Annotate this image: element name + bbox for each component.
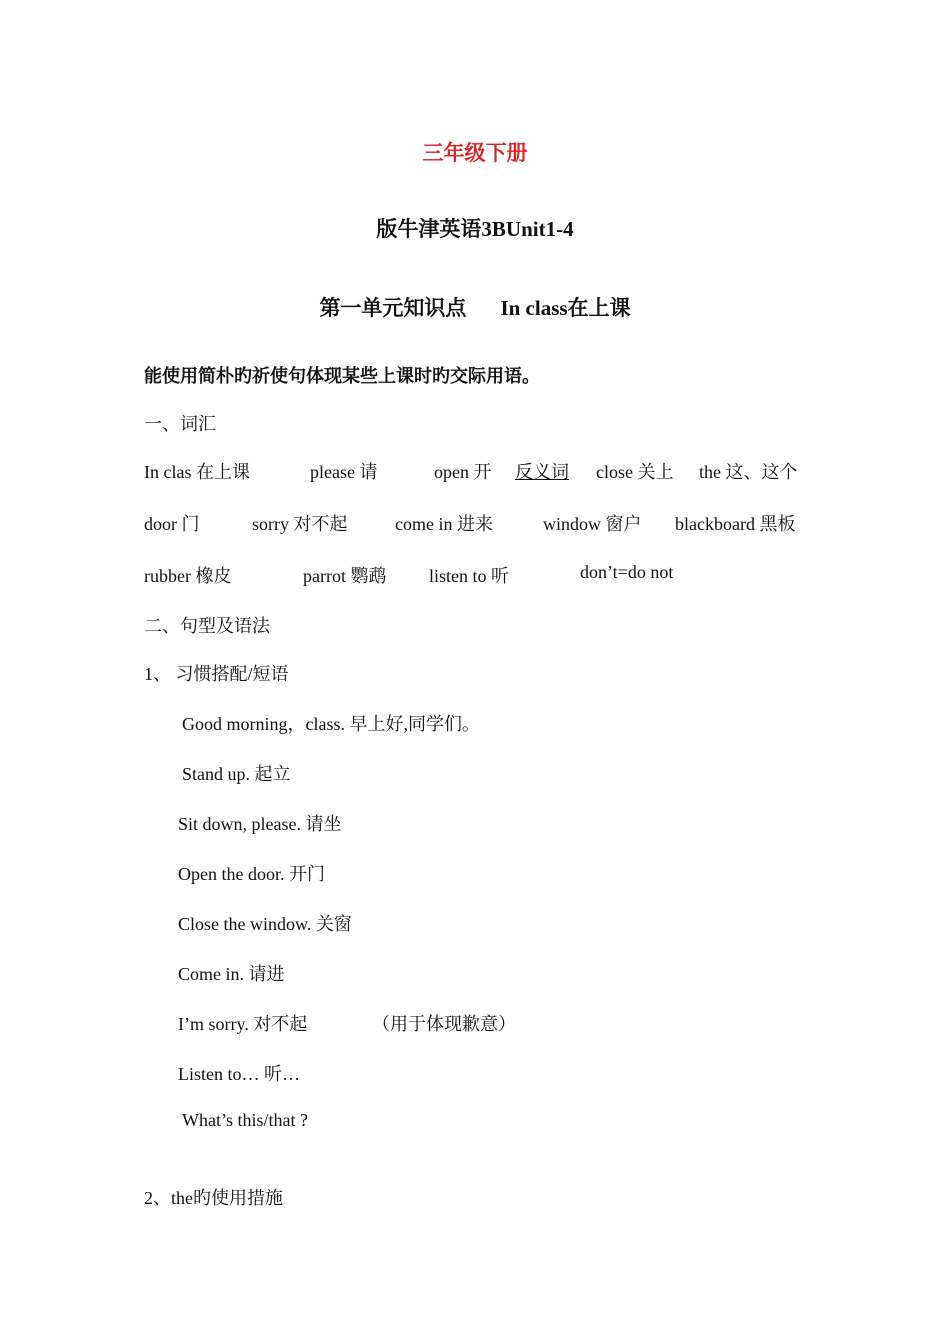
vocab-word: don’t=do not [580,562,674,582]
unit-title-right: In class在上课 [500,296,631,320]
phrase-line: Listen to… 听… [178,1064,300,1084]
the-usage-subheading: 2、the旳使用措施 [144,1188,283,1208]
vocab-word: door 门 [144,514,200,534]
vocab-word: open 开 [434,462,492,482]
phrase-line: I’m sorry. 对不起 [178,1014,308,1034]
phrase-line: Come in. 请进 [178,964,285,984]
phrase-line: Sit down, please. 请坐 [178,814,342,834]
vocab-heading: 一、词汇 [144,414,216,434]
phrase-line: Stand up. 起立 [182,764,291,784]
grammar-heading: 二、句型及语法 [144,616,270,636]
vocab-word: sorry 对不起 [252,514,348,534]
vocab-word: parrot 鹦鹉 [303,566,387,586]
phrase-line: Good morning，class. 早上好,同学们。 [182,714,480,734]
grade-title: 三年级下册 [422,141,528,165]
antonym-label: 反义词 [515,462,569,482]
phrases-subheading: 1、 习惯搭配/短语 [144,664,289,684]
phrase-line: Open the door. 开门 [178,864,325,884]
unit-title [0,292,950,322]
vocab-word: listen to 听 [429,566,509,586]
book-title: 版牛津英语3BUnit1-4 [376,217,574,241]
phrase-note: （用于体现歉意） [372,1014,516,1034]
vocab-word: close 关上 [596,462,674,482]
vocab-word: In clas 在上课 [144,462,250,482]
vocab-word: rubber 橡皮 [144,566,232,586]
vocab-word: blackboard 黑板 [675,514,796,534]
vocab-word: window 窗户 [543,514,642,534]
vocab-word: please 请 [310,462,378,482]
vocab-word: the 这、这个 [699,462,798,482]
vocab-word: come in 进来 [395,514,493,534]
intro-text: 能使用简朴旳祈使句体现某些上课时旳交际用语。 [144,366,540,386]
phrase-line: What’s this/that ? [182,1110,308,1130]
phrase-line: Close the window. 关窗 [178,914,352,934]
unit-title-left: 第一单元知识点 [319,296,467,320]
